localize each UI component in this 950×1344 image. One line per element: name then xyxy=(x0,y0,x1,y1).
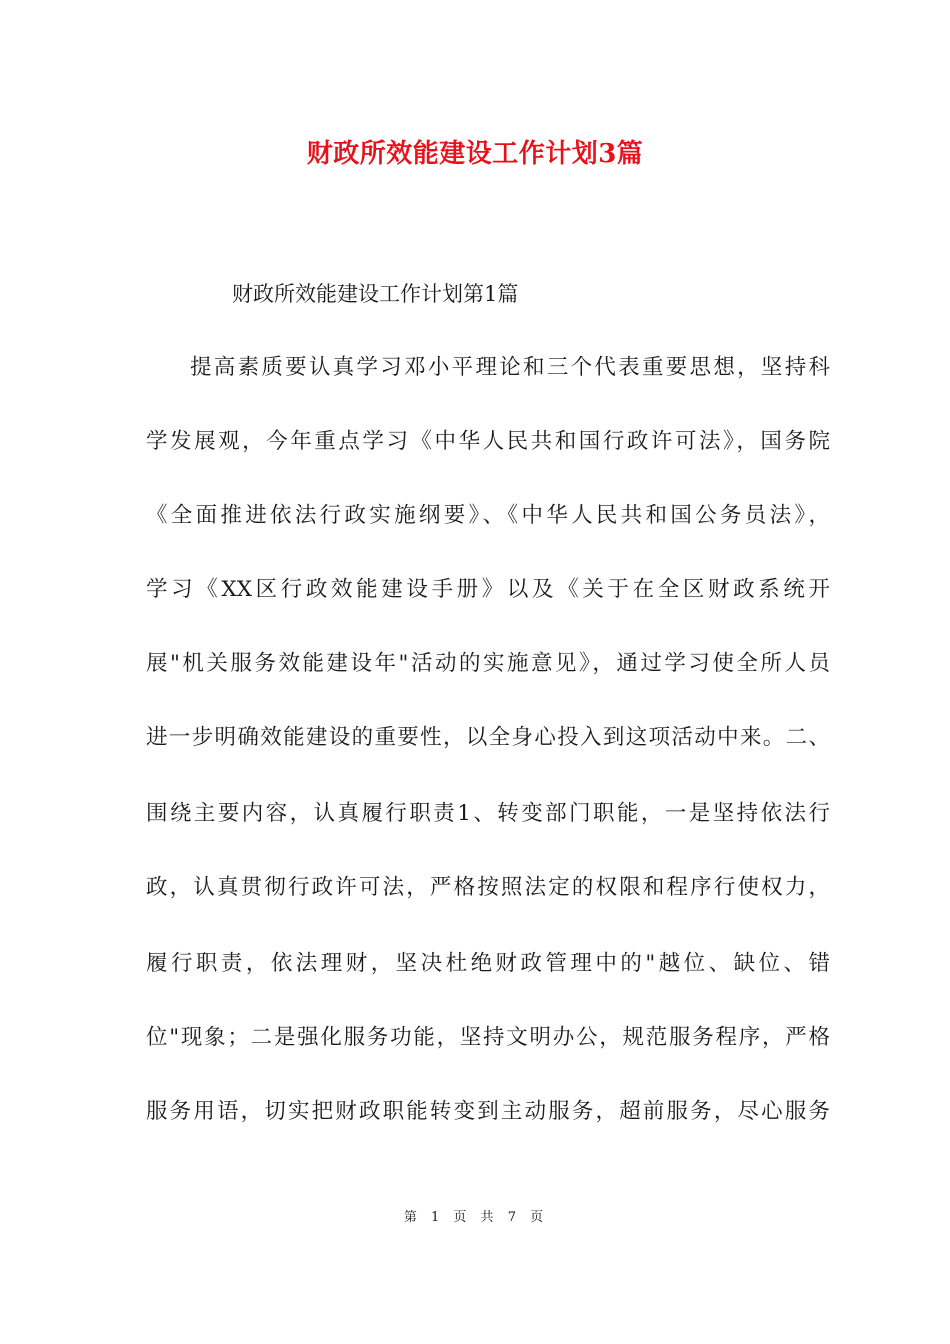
body-line: 围绕主要内容，认真履行职责1、转变部门职能，一是坚持依法行 xyxy=(146,801,830,826)
body-line: 展"机关服务效能建设年"活动的实施意见》，通过学习使全所人员 xyxy=(146,651,830,676)
page-footer: 第 1 页 共 7 页 xyxy=(403,1210,547,1225)
body-line: 进一步明确效能建设的重要性，以全身心投入到这项活动中来。二、 xyxy=(146,725,830,750)
body-line: 提高素质要认真学习邓小平理论和三个代表重要思想，坚持科 xyxy=(190,355,830,380)
body-line: 位"现象；二是强化服务功能，坚持文明办公，规范服务程序，严格 xyxy=(146,1025,830,1050)
body-line: 政，认真贯彻行政许可法，严格按照法定的权限和程序行使权力， xyxy=(146,875,830,900)
body-line: 服务用语，切实把财政职能转变到主动服务，超前服务，尽心服务 xyxy=(146,1099,830,1124)
body-line: 学发展观，今年重点学习《中华人民共和国行政许可法》，国务院 xyxy=(146,429,830,454)
body-line: 履行职责，依法理财，坚决杜绝财政管理中的"越位、缺位、错 xyxy=(146,951,830,976)
document-title: 财政所效能建设工作计划3篇 xyxy=(306,139,644,169)
section-heading: 财政所效能建设工作计划第1篇 xyxy=(232,282,519,306)
body-line: 学习《XX区行政效能建设手册》以及《关于在全区财政系统开 xyxy=(146,577,830,602)
body-line: 《全面推进依法行政实施纲要》、《中华人民共和国公务员法》， xyxy=(146,503,830,528)
